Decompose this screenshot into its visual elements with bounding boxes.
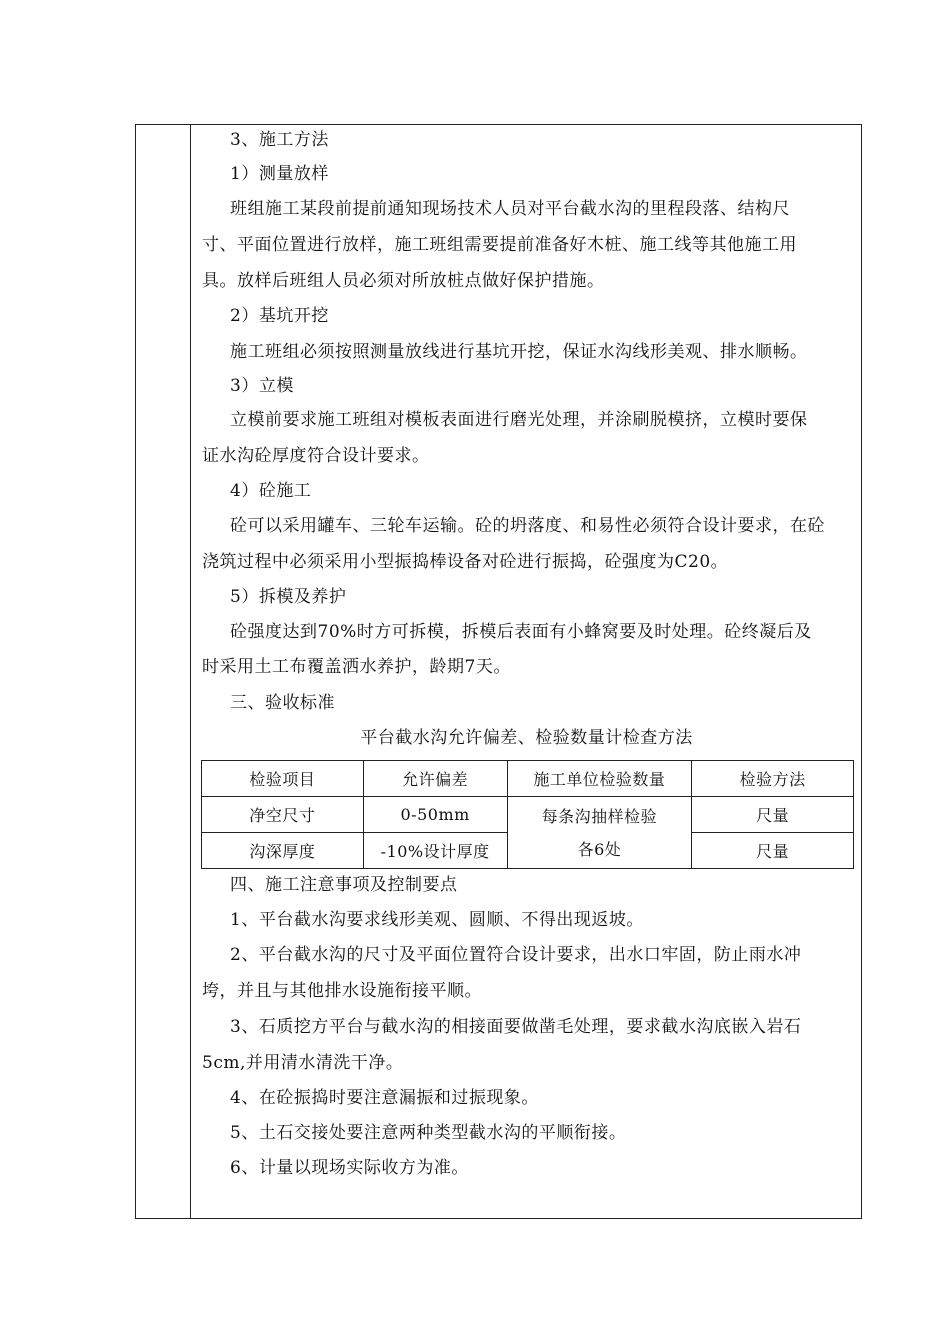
paragraph-line: 垮，并且与其他排水设施衔接平顺。 [202,981,482,1001]
paragraph-line: 1、平台截水沟要求线形美观、圆顺、不得出现返坡。 [230,910,644,930]
quantity-line: 各6处 [577,839,622,859]
quantity-line: 每条沟抽样检验 [541,806,658,826]
paragraph-line: 5cm,并用清水清洗干净。 [202,1053,404,1073]
section-heading: 三、验收标准 [230,693,335,713]
method-cell: 尺量 [692,797,854,833]
header-cell: 允许偏差 [363,761,507,797]
header-cell: 检验项目 [202,761,364,797]
table-header-row [202,761,854,797]
paragraph-line: 3、石质挖方平台与截水沟的相接面要做凿毛处理，要求截水沟底嵌入岩石 [230,1017,802,1037]
subheading: 1）测量放样 [230,164,329,184]
paragraph-line: 砼强度达到70%时方可拆模，拆模后表面有小蜂窝要及时处理。砼终凝后及 [230,622,812,642]
table-caption: 平台截水沟允许偏差、检验数量计检查方法 [360,728,693,748]
paragraph-line: 2、平台截水沟的尺寸及平面位置符合设计要求，出水口牢固，防止雨水冲 [230,945,802,965]
paragraph-line: 立模前要求施工班组对模板表面进行磨光处理，并涂刷脱模挤，立模时要保 [230,410,808,430]
section-heading: 四、施工注意事项及控制要点 [230,875,458,895]
item-cell: 净空尺寸 [202,797,364,833]
paragraph-line: 时采用土工布覆盖洒水养护，龄期7天。 [202,657,511,677]
paragraph-line: 6、计量以现场实际收方为准。 [230,1158,469,1178]
paragraph-line: 具。放样后班组人员必须对所放桩点做好保护措施。 [202,271,605,291]
paragraph-line: 证水沟砼厚度符合设计要求。 [202,446,430,466]
paragraph-line: 施工班组必须按照测量放线进行基坑开挖，保证水沟线形美观、排水顺畅。 [230,342,808,362]
tolerance-cell: 0-50mm [363,797,507,833]
subheading: 5）拆模及养护 [230,587,347,607]
paragraph-line: 寸、平面位置进行放样，施工班组需要提前准备好木桩、施工线等其他施工用 [202,235,797,255]
header-cell: 检验方法 [692,761,854,797]
subheading: 4）砼施工 [230,481,312,501]
method-cell: 尺量 [692,833,854,869]
paragraph-line: 砼可以采用罐车、三轮车运输。砼的坍落度、和易性必须符合设计要求，在砼 [230,516,825,536]
subheading: 3）立模 [230,376,294,396]
paragraph-line: 4、在砼振捣时要注意漏振和过振现象。 [230,1088,539,1108]
paragraph-line: 5、土石交接处要注意两种类型截水沟的平顺衔接。 [230,1123,627,1143]
item-cell: 沟深厚度 [202,833,364,869]
quantity-cell [507,797,692,869]
left-label-column [136,125,191,1218]
header-cell: 施工单位检验数量 [507,761,692,797]
subheading: 2）基坑开挖 [230,306,329,326]
table-row [202,797,854,833]
paragraph-line: 浇筑过程中必须采用小型振捣棒设备对砼进行振捣，砼强度为C20。 [202,552,729,572]
paragraph-line: 班组施工某段前提前通知现场技术人员对平台截水沟的里程段落、结构尺 [230,199,790,219]
document-frame [135,124,862,1219]
section-heading: 3、施工方法 [230,130,329,150]
content-cell [192,125,861,1218]
tolerance-cell: -10%设计厚度 [363,833,507,869]
acceptance-standard-table [201,760,854,869]
